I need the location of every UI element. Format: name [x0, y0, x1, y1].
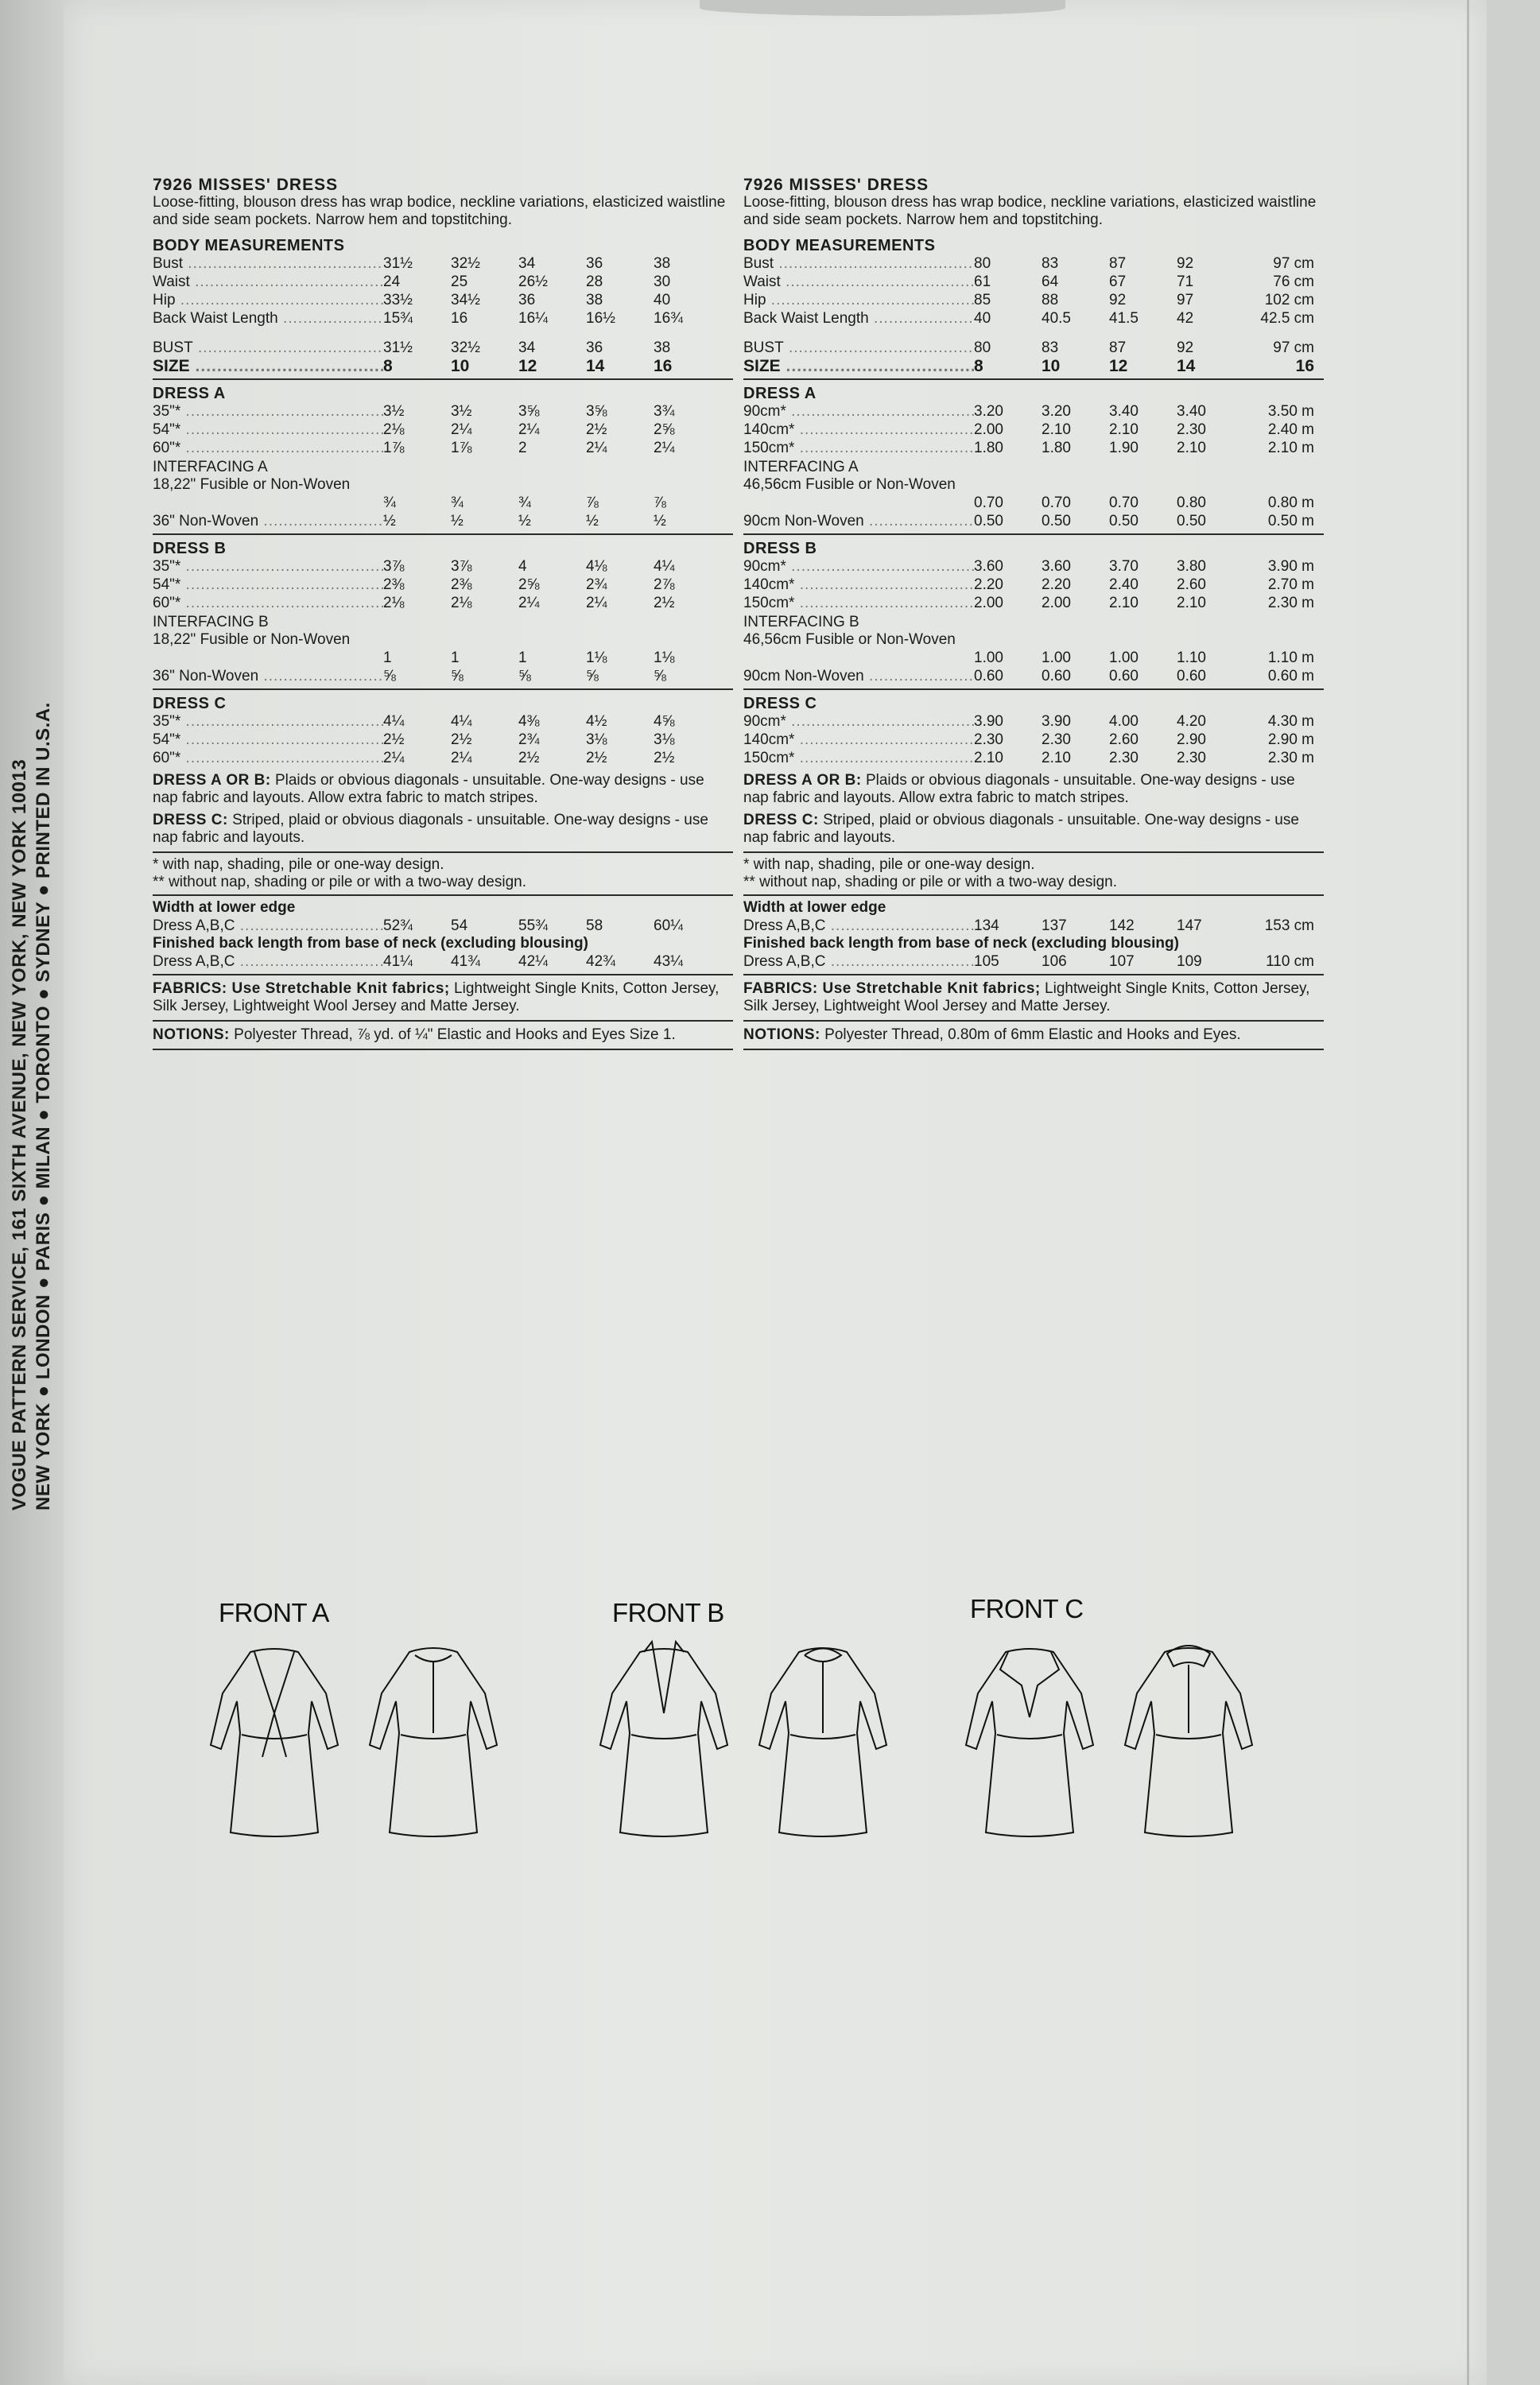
interfacing-a-fusible-label: 18,22" Fusible or Non-Woven [153, 476, 351, 493]
table-row: 150cm* ..... 1.80 1.80 1.90 2.10 2.10 m [743, 439, 1324, 457]
dress-b-heading: DRESS B [153, 540, 227, 557]
publisher-imprint [8, 596, 56, 1510]
table-row: 54"* ..... 2⅜ 2⅜ 2⅝ 2¾ 2⅞ [153, 576, 733, 594]
table-row: 90cm* ..... 3.90 3.90 4.00 4.20 4.30 m [743, 712, 1324, 731]
table-row: Waist ..... 24 25 26½ 28 30 [153, 273, 733, 291]
dress-c-heading: DRESS C [153, 695, 227, 712]
table-row: 90cm Non-Woven ..... 0.50 0.50 0.50 0.50 0.50 m [743, 512, 1324, 530]
width-heading: Width at lower edge [153, 899, 296, 916]
note-dress-c: DRESS C: Striped, plaid or obvious diagonals - unsuitable. One-way designs - use nap fabric and layouts. [153, 812, 708, 846]
imperial-chart [153, 176, 733, 1053]
width-row: Dress A,B,C ..... 134 137 142 147 153 cm [743, 917, 1324, 935]
dress-c-front-sketch [962, 1638, 1097, 1844]
table-row: 54"* ..... 2½ 2½ 2¾ 3⅛ 3⅛ [153, 731, 733, 749]
fabrics-text: FABRICS: Use Stretchable Knit fabrics; Lightweight Single Knits, Cotton Jersey, Silk Jersey, Lightweight Wool Jersey and Matte Jersey. [153, 980, 720, 1014]
publisher-cities: NEW YORK ● LONDON ● PARIS ● MILAN ● TORONTO ● SYDNEY ● PRINTED IN U.S.A. [33, 702, 54, 1510]
interfacing-b-heading: INTERFACING B [743, 614, 859, 630]
table-row: 150cm* ..... 2.10 2.10 2.30 2.30 2.30 m [743, 749, 1324, 767]
interfacing-a-heading: INTERFACING A [153, 459, 268, 475]
notions-text: NOTIONS: Polyester Thread, 0.80m of 6mm Elastic and Hooks and Eyes. [743, 1026, 1241, 1043]
table-row: 1.00 1.00 1.00 1.10 1.10 m [974, 650, 1314, 666]
table-row: 60"* ..... 1⅞ 1⅞ 2 2¼ 2¼ [153, 439, 733, 457]
pattern-description: Loose-fitting, blouson dress has wrap bodice, neckline variations, elasticized waistline and side seam pockets. Narrow hem and topstitching. [743, 194, 1317, 228]
table-row: Hip ..... 33½ 34½ 36 38 40 [153, 291, 733, 309]
bust-row: BUST ..... 80 83 87 92 97 cm [743, 339, 1324, 357]
pattern-description: Loose-fitting, blouson dress has wrap bodice, neckline variations, elasticized waistline and side seam pockets. Narrow hem and topstitching. [153, 194, 726, 228]
table-row: 140cm* ..... 2.30 2.30 2.60 2.90 2.90 m [743, 731, 1324, 749]
note-dress-a-or-b: DRESS A OR B: Plaids or obvious diagonals - unsuitable. One-way designs - use nap fabric and layouts. Allow extra fabric to match stripes. [153, 772, 704, 806]
table-row: 54"* ..... 2⅛ 2¼ 2¼ 2½ 2⅝ [153, 421, 733, 439]
interfacing-b-fusible-label: 46,56cm Fusible or Non-Woven [743, 631, 956, 648]
dress-a-front-sketch [207, 1638, 342, 1844]
table-row: 150cm* ..... 2.00 2.00 2.10 2.10 2.30 m [743, 594, 1324, 612]
envelope-fold-line [1467, 0, 1469, 2385]
interfacing-b-heading: INTERFACING B [153, 614, 269, 630]
interfacing-a-heading: INTERFACING A [743, 459, 859, 475]
front-b-label: FRONT B [612, 1598, 724, 1627]
interfacing-a-fusible-label: 46,56cm Fusible or Non-Woven [743, 476, 956, 493]
back-length-row: Dress A,B,C ..... 105 106 107 109 110 cm [743, 952, 1324, 971]
table-row: 35"* ..... 4¼ 4¼ 4⅜ 4½ 4⅝ [153, 712, 733, 731]
body-measurements-table [153, 254, 733, 328]
table-row: 35"* ..... 3½ 3½ 3⅝ 3⅝ 3¾ [153, 402, 733, 421]
front-c-label: FRONT C [970, 1594, 1084, 1623]
size-row: SIZE ..... 8 10 12 14 16 [743, 357, 1324, 375]
table-row: Waist ..... 61 64 67 71 76 cm [743, 273, 1324, 291]
notions-text: NOTIONS: Polyester Thread, ⅞ yd. of ¼" Elastic and Hooks and Eyes Size 1. [153, 1026, 676, 1043]
pattern-title: 7926 MISSES' DRESS [743, 176, 929, 194]
width-heading: Width at lower edge [743, 899, 886, 916]
table-row: 140cm* ..... 2.00 2.10 2.10 2.30 2.40 m [743, 421, 1324, 439]
size-row: SIZE ..... 8 10 12 14 16 [153, 357, 733, 375]
table-row: 35"* ..... 3⅞ 3⅞ 4 4⅛ 4¼ [153, 557, 733, 576]
dress-c-heading: DRESS C [743, 695, 817, 712]
footnote-with-nap: * with nap, shading, pile or one-way design. [153, 856, 444, 873]
body-measurements-heading: BODY MEASUREMENTS [153, 237, 345, 254]
dress-b-back-sketch [755, 1638, 890, 1844]
table-row: 90cm* ..... 3.20 3.20 3.40 3.40 3.50 m [743, 402, 1324, 421]
dress-b-heading: DRESS B [743, 540, 817, 557]
table-row: Bust ..... 80 83 87 92 97 cm [743, 254, 1324, 273]
table-row: 60"* ..... 2¼ 2¼ 2½ 2½ 2½ [153, 749, 733, 767]
dress-c-back-sketch [1121, 1638, 1256, 1844]
back-length-heading: Finished back length from base of neck (excluding blousing) [743, 935, 1179, 952]
view-sketches [207, 1582, 1336, 1852]
footnote-without-nap: ** without nap, shading or pile or with a two-way design. [153, 874, 526, 890]
table-row: 60"* ..... 2⅛ 2⅛ 2¼ 2¼ 2½ [153, 594, 733, 612]
publisher-address: VOGUE PATTERN SERVICE, 161 SIXTH AVENUE, NEW YORK, NEW YORK 10013 [9, 758, 30, 1510]
table-row: Back Waist Length ..... 15¾ 16 16¼ 16½ 16¾ [153, 309, 733, 328]
metric-chart [743, 176, 1324, 1053]
dress-b-front-sketch [596, 1638, 731, 1844]
table-row: Hip ..... 85 88 92 97 102 cm [743, 291, 1324, 309]
width-row: Dress A,B,C ..... 52¾ 54 55¾ 58 60¼ [153, 917, 733, 935]
dress-a-back-sketch [366, 1638, 501, 1844]
table-row: Back Waist Length ..... 40 40.5 41.5 42 42.5 cm [743, 309, 1324, 328]
dress-a-heading: DRESS A [743, 385, 817, 402]
body-measurements-heading: BODY MEASUREMENTS [743, 237, 936, 254]
table-row: 90cm Non-Woven ..... 0.60 0.60 0.60 0.60 0.60 m [743, 667, 1324, 685]
table-row: ¾ ¾ ¾ ⅞ ⅞ [383, 494, 666, 511]
footnote-without-nap: ** without nap, shading or pile or with a two-way design. [743, 874, 1117, 890]
table-row: 140cm* ..... 2.20 2.20 2.40 2.60 2.70 m [743, 576, 1324, 594]
pattern-title: 7926 MISSES' DRESS [153, 176, 339, 194]
bust-row: BUST ..... 31½ 32½ 34 36 38 [153, 339, 733, 357]
envelope-top-notch [700, 0, 1065, 16]
table-row: 1 1 1 1⅛ 1⅛ [383, 650, 675, 666]
table-row: Bust ..... 31½ 32½ 34 36 38 [153, 254, 733, 273]
note-dress-c: DRESS C: Striped, plaid or obvious diagonals - unsuitable. One-way designs - use nap fabric and layouts. [743, 812, 1299, 846]
table-row: 36" Non-Woven ..... ½ ½ ½ ½ ½ [153, 512, 733, 530]
footnote-with-nap: * with nap, shading, pile or one-way design. [743, 856, 1035, 873]
dress-a-heading: DRESS A [153, 385, 226, 402]
interfacing-b-fusible-label: 18,22" Fusible or Non-Woven [153, 631, 351, 648]
fabrics-text: FABRICS: Use Stretchable Knit fabrics; Lightweight Single Knits, Cotton Jersey, Silk Jersey, Lightweight Wool Jersey and Matte Jersey. [743, 980, 1310, 1014]
back-length-heading: Finished back length from base of neck (excluding blousing) [153, 935, 588, 952]
table-row: 90cm* ..... 3.60 3.60 3.70 3.80 3.90 m [743, 557, 1324, 576]
front-a-label: FRONT A [219, 1598, 329, 1627]
table-row: 0.70 0.70 0.70 0.80 0.80 m [974, 494, 1314, 511]
note-dress-a-or-b: DRESS A OR B: Plaids or obvious diagonals - unsuitable. One-way designs - use nap fabric and layouts. Allow extra fabric to match stripes. [743, 772, 1295, 806]
back-length-row: Dress A,B,C ..... 41¼ 41¾ 42¼ 42¾ 43¼ [153, 952, 733, 971]
table-row: 36" Non-Woven ..... ⅝ ⅝ ⅝ ⅝ ⅝ [153, 667, 733, 685]
